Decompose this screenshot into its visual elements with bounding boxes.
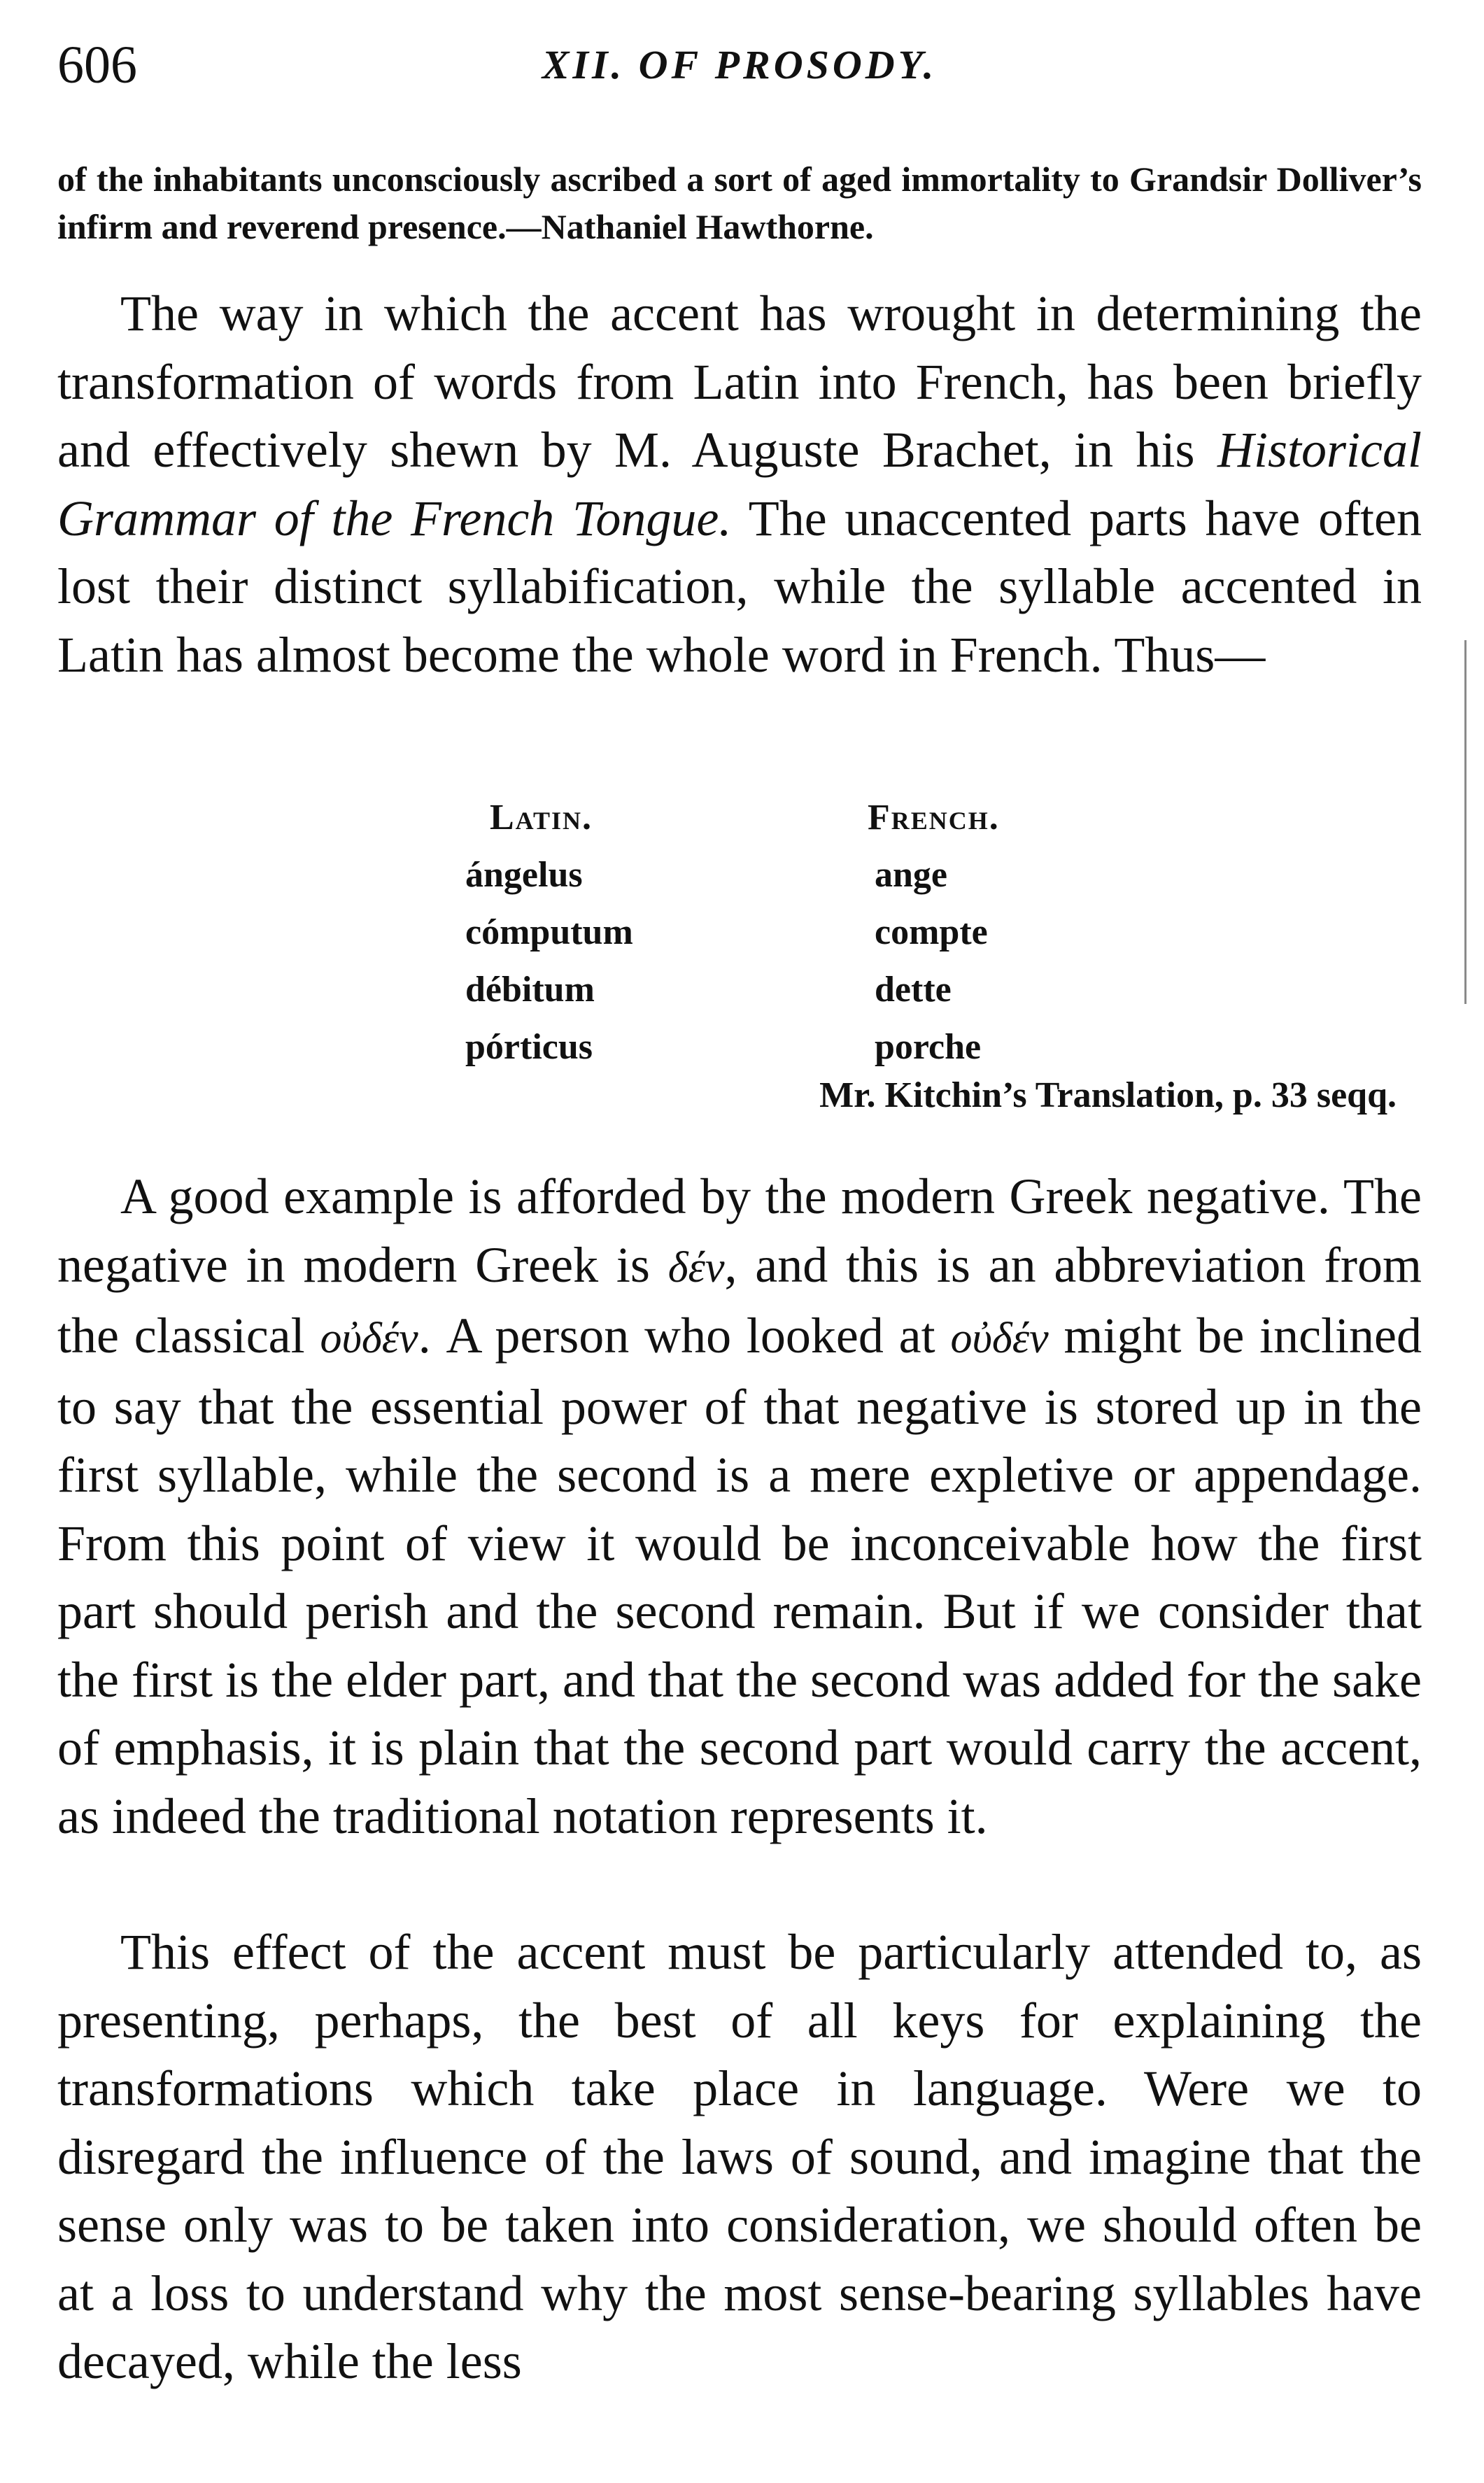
example-row	[465, 961, 1095, 1019]
running-head: XII. OF PROSODY.	[542, 42, 938, 87]
french-word: ange	[875, 855, 947, 895]
page-number: 606	[57, 36, 137, 94]
quotation-continuation: of the inhabitants unconsciously ascribed a sort of aged immortality to Grandsir Dolliver’s infirm and reverend presence.—Nathaniel Hawthorne.	[57, 160, 1422, 246]
page-header	[57, 34, 1422, 97]
french-word: compte	[875, 912, 988, 952]
paragraph-accent-effect: This effect of the accent must be particularly attended to, as presenting, perhaps, the best of all keys for explaining the transformations which take place in language. Were we to disregard the influence of the laws of sound, and imagine that the sense only was to be taken into consideration, we should often be at a loss to understand why the most sense-bearing syllables have decayed, while the less	[57, 1924, 1422, 2389]
example-row	[465, 904, 1095, 961]
latin-french-examples	[465, 789, 1095, 1076]
latin-word: ángelus	[465, 855, 583, 895]
latin-column-header: Latin.	[490, 798, 593, 837]
french-word: porche	[875, 1027, 982, 1067]
greek-word: οὐδέν	[950, 1315, 1049, 1362]
paragraph-accent-french	[57, 280, 1422, 689]
margin-line	[1464, 640, 1467, 1004]
latin-word: débitum	[465, 970, 595, 1010]
paragraph-greek-negative	[57, 1163, 1422, 1851]
paragraph-text: might be inclined to say that the essential power of that negative is stored up in the first syllable, while the second is a mere expletive or appendage. From this point of view it would be inconceivable how the first part should perish and the second remain. But if we consider that the first is the elder part, and that the second was added for the sake of emphasis, it is plain that the second part would carry the accent, as indeed the traditional notation represents it.	[57, 1308, 1422, 1844]
paragraph-text: , and this is an abbreviation from the classical	[57, 1236, 1422, 1364]
example-row	[465, 847, 1095, 904]
book-title: Historical Grammar of the French Tongue.	[57, 422, 1422, 546]
paragraph-text: The unaccented parts have often lost their distinct syllabification, while the syllable accented in Latin has almost become the whole word in French. Thus—	[57, 490, 1422, 683]
french-word: dette	[875, 970, 952, 1010]
greek-word: οὐδέν	[320, 1315, 418, 1362]
paragraph-text: . A person who looked at	[418, 1308, 951, 1364]
citation: Mr. Kitchin’s Translation, p. 33 seqq.	[819, 1075, 1397, 1115]
examples-header	[465, 789, 1095, 847]
french-column-header: French.	[868, 798, 1000, 837]
paragraph-text: The way in which the accent has wrought in determining the transformation of words from Latin into French, has been briefly and effectively shewn by M. Auguste Brachet, in his	[57, 285, 1422, 478]
greek-word: δέν	[667, 1243, 725, 1292]
paragraph-text: A good example is afforded by the modern Greek negative. The negative in modern Greek is	[57, 1168, 1422, 1293]
latin-word: pórticus	[465, 1027, 593, 1067]
latin-word: cómputum	[465, 912, 633, 952]
